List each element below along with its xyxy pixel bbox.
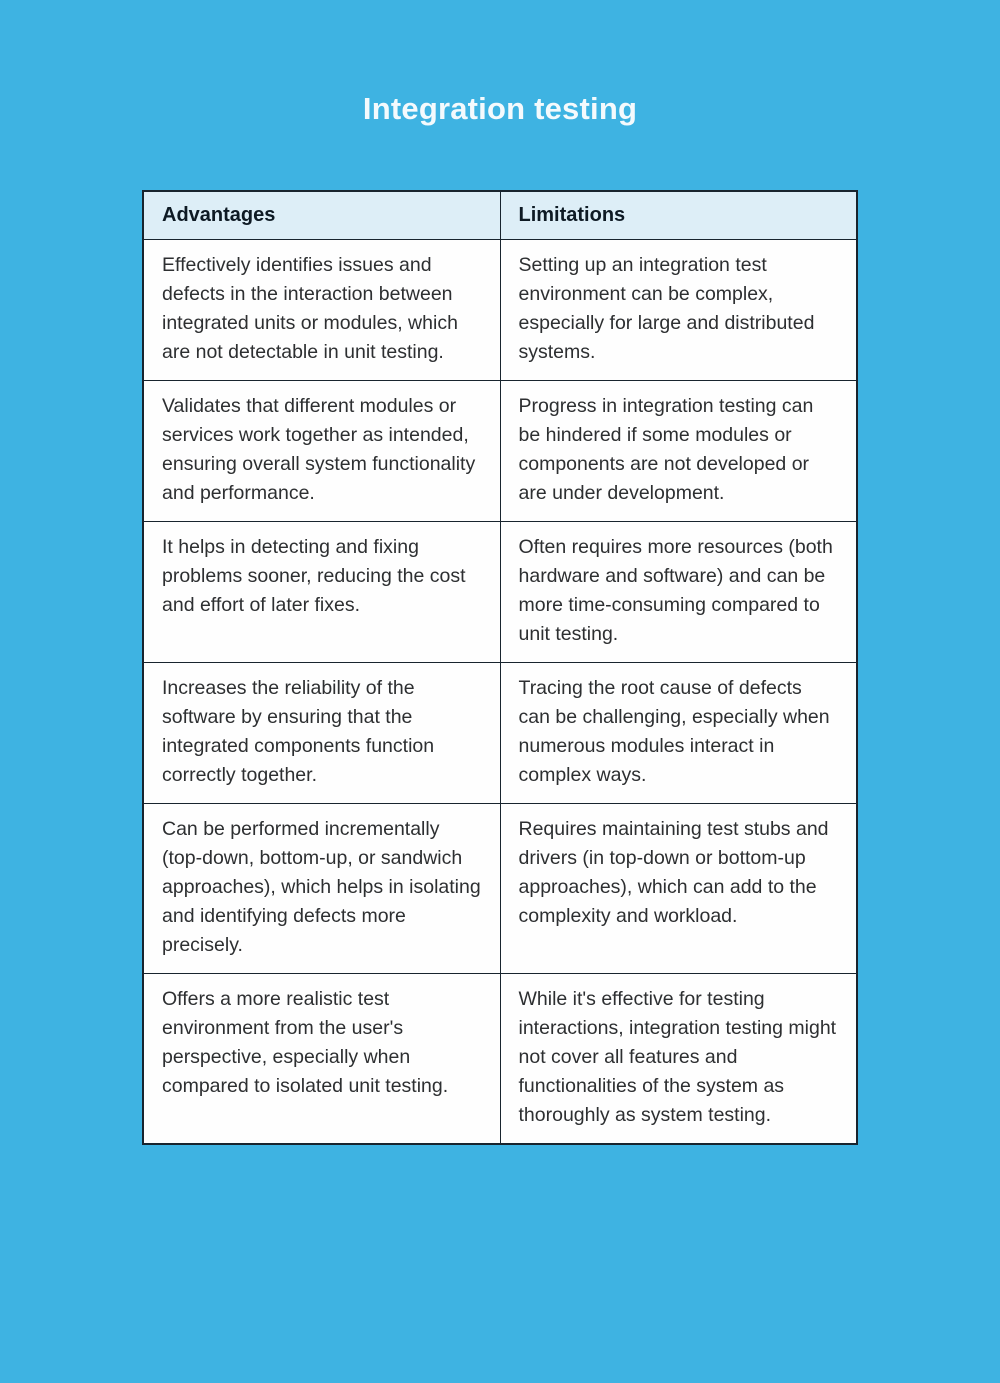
limitation-cell: While it's effective for testing interactions, integration testing might not cover all features and functionalities of the system as thoroughly as system testing. <box>500 973 857 1144</box>
advantage-cell: Effectively identifies issues and defects in the interaction between integrated units or modules, which are not detectable in unit testing. <box>143 239 500 380</box>
table-row <box>143 662 857 803</box>
limitation-cell: Progress in integration testing can be hindered if some modules or components are not developed or are under development. <box>500 380 857 521</box>
limitation-cell: Often requires more resources (both hardware and software) and can be more time-consuming compared to unit testing. <box>500 521 857 662</box>
limitation-cell: Tracing the root cause of defects can be challenging, especially when numerous modules interact in complex ways. <box>500 662 857 803</box>
table-row <box>143 380 857 521</box>
limitation-cell: Requires maintaining test stubs and drivers (in top-down or bottom-up approaches), which can add to the complexity and workload. <box>500 803 857 973</box>
table-row <box>143 239 857 380</box>
table-row <box>143 803 857 973</box>
advantage-cell: It helps in detecting and fixing problems sooner, reducing the cost and effort of later fixes. <box>143 521 500 662</box>
advantage-cell: Offers a more realistic test environment from the user's perspective, especially when compared to isolated unit testing. <box>143 973 500 1144</box>
limitation-cell: Setting up an integration test environment can be complex, especially for large and distributed systems. <box>500 239 857 380</box>
page-title: Integration testing <box>362 91 638 126</box>
table-row <box>143 521 857 662</box>
table-body <box>143 239 857 1144</box>
column-header-limitations: Limitations <box>500 191 857 239</box>
advantage-cell: Can be performed incrementally (top-down, bottom-up, or sandwich approaches), which helps in isolating and identifying defects more precisely. <box>143 803 500 973</box>
table-row <box>143 973 857 1144</box>
advantage-cell: Validates that different modules or services work together as intended, ensuring overall system functionality and performance. <box>143 380 500 521</box>
column-header-advantages: Advantages <box>143 191 500 239</box>
comparison-table <box>142 190 858 1145</box>
advantage-cell: Increases the reliability of the software by ensuring that the integrated components function correctly together. <box>143 662 500 803</box>
table-header <box>143 191 857 239</box>
header-row <box>143 191 857 239</box>
